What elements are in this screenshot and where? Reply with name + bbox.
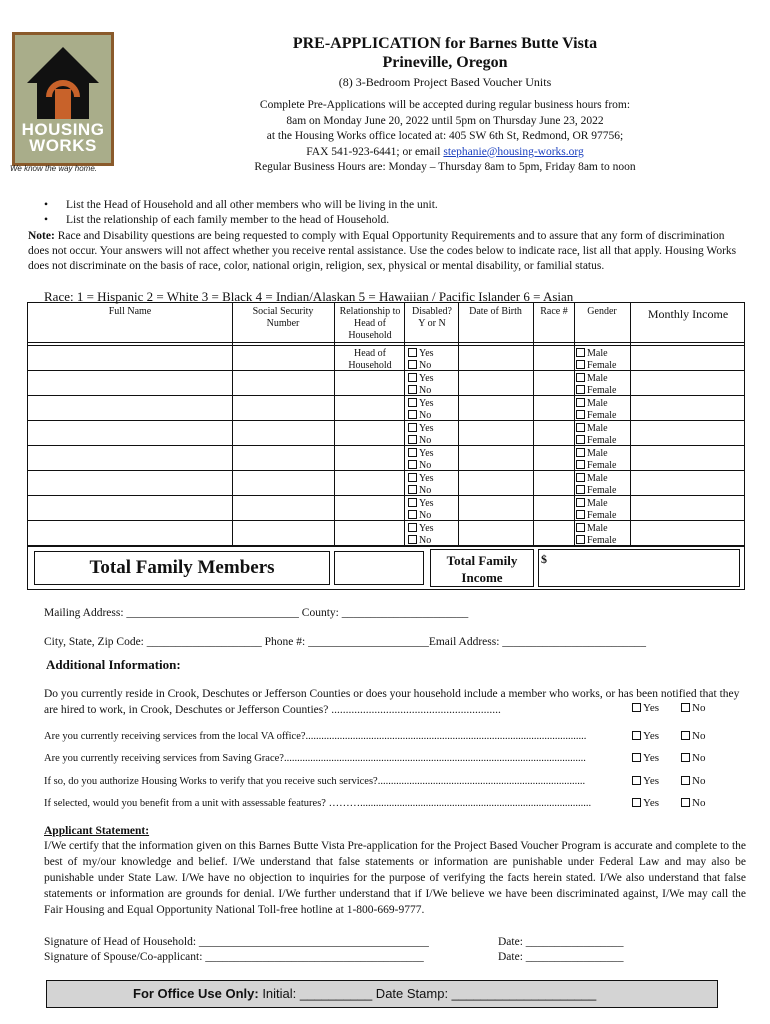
header-ssn: Social Security Number: [252, 306, 314, 329]
va-yes-checkbox[interactable]: Yes: [632, 730, 659, 742]
authorize-no-checkbox[interactable]: No: [681, 775, 705, 787]
saving-grace-no-checkbox[interactable]: No: [681, 752, 705, 764]
additional-info-heading: Additional Information:: [46, 657, 181, 672]
authorize-yes-checkbox[interactable]: Yes: [632, 775, 659, 787]
household-table: [27, 302, 745, 546]
disabled-yes-checkbox[interactable]: Yes: [408, 398, 434, 410]
signature-spouse-line[interactable]: Signature of Spouse/Co-applicant: ______________________________________: [44, 951, 424, 963]
gender-male-checkbox[interactable]: Male: [576, 373, 608, 385]
gender-female-checkbox[interactable]: Female: [576, 435, 616, 447]
office-initial-field: Initial: __________: [258, 986, 373, 1001]
row-divider: [28, 495, 744, 496]
row-divider: [28, 420, 744, 421]
disabled-yes-checkbox[interactable]: Yes: [408, 523, 434, 535]
disabled-no-checkbox[interactable]: No: [408, 360, 431, 372]
document-header: [140, 34, 750, 176]
logo-tagline: We know the way home.: [10, 164, 98, 173]
instructions-block: [140, 98, 750, 176]
disabled-yes-checkbox[interactable]: Yes: [408, 498, 434, 510]
office-date-stamp-field: Date Stamp: ____________________: [372, 986, 597, 1001]
saving-grace-yes-checkbox[interactable]: Yes: [632, 752, 659, 764]
gender-male-checkbox[interactable]: Male: [576, 398, 608, 410]
bullet-item: • List the Head of Household and all other members who will be living in the unit.: [66, 198, 438, 213]
applicant-statement-text: I/We certify that the information given on this Barnes Butte Vista Pre-application for the Project Based Voucher Program is accurate and complete to the best of my/our knowledge and belief. I/We understand that false statements or information are punishable under Federal Law and may also be punishable under State Law. I/We have no objection to inquiries for the purpose of verifying the facts herein stated. I/We also understand that false statements or information are grounds for denial. I/We further understand that if I/We believe we have been discriminated against, I/We may call the Fair Housing and Equal Opportunity National Toll-free hotline at 1-800-669-9777.: [44, 840, 746, 916]
page-location: Prineville, Oregon: [382, 54, 508, 71]
note-paragraph: [28, 229, 744, 274]
header-gender: Gender: [587, 306, 617, 317]
question-saving-grace: Are you currently receiving services from Saving Grace?...................................................................................................................: [44, 753, 586, 764]
housing-works-logo: [12, 32, 114, 166]
disabled-no-checkbox[interactable]: No: [408, 410, 431, 422]
disabled-yes-checkbox[interactable]: Yes: [408, 348, 434, 360]
date-line-1[interactable]: Date: _________________: [498, 936, 624, 948]
gender-female-checkbox[interactable]: Female: [576, 535, 616, 547]
column-divider: [574, 303, 575, 545]
column-divider: [630, 303, 631, 545]
gender-female-checkbox[interactable]: Female: [576, 385, 616, 397]
question-va: Are you currently receiving services from the local VA office?...........................................................................................................: [44, 731, 587, 742]
va-no-checkbox[interactable]: No: [681, 730, 705, 742]
house-icon: [25, 45, 101, 121]
gender-male-checkbox[interactable]: Male: [576, 473, 608, 485]
county-yes-checkbox[interactable]: Yes: [632, 702, 659, 714]
disabled-no-checkbox[interactable]: No: [408, 460, 431, 472]
totals-row: [27, 546, 745, 590]
county-no-checkbox[interactable]: No: [681, 702, 705, 714]
header-dob: Date of Birth: [469, 306, 522, 317]
applicant-statement-heading: Applicant Statement:: [44, 825, 150, 837]
gender-female-checkbox[interactable]: Female: [576, 360, 616, 372]
gender-female-checkbox[interactable]: Female: [576, 460, 616, 472]
disabled-no-checkbox[interactable]: No: [408, 510, 431, 522]
column-divider: [232, 303, 233, 545]
question-authorize: If so, do you authorize Housing Works to verify that you receive such services?...............................................................................: [44, 776, 586, 787]
note-text: Race and Disability questions are being requested to comply with Equal Opportunity Requirements and to assure that any form of discrimination does not occur. Your answers will not affect whether you receive rental assistance. Use the codes below to indicate race, list all that apply. Housing Works does not discriminate on the basis of race, color, national origin, religion, sex, physical or mental disability, or familial status.: [28, 230, 737, 272]
total-family-members-label: Total Family Members: [34, 551, 330, 585]
row-divider: [28, 470, 744, 471]
gender-male-checkbox[interactable]: Male: [576, 523, 608, 535]
disabled-yes-checkbox[interactable]: Yes: [408, 423, 434, 435]
page-title: PRE-APPLICATION for Barnes Butte Vista: [292, 35, 598, 52]
fax-text: FAX 541-923-6441; or email: [306, 145, 444, 158]
gender-male-checkbox[interactable]: Male: [576, 348, 608, 360]
disabled-yes-checkbox[interactable]: Yes: [408, 448, 434, 460]
disabled-yes-checkbox[interactable]: Yes: [408, 373, 434, 385]
bullet-item: • List the relationship of each family member to the head of Household.: [66, 213, 438, 228]
column-divider: [334, 303, 335, 545]
gender-male-checkbox[interactable]: Male: [576, 498, 608, 510]
head-of-household-label: Head of Household: [348, 348, 392, 371]
row-divider: [28, 520, 744, 521]
disabled-no-checkbox[interactable]: No: [408, 535, 431, 547]
instructions-line-5: Regular Business Hours are: Monday – Thursday 8am to 5pm, Friday 8am to noon: [254, 161, 636, 173]
race-codes: Race: 1 = Hispanic 2 = White 3 = Black 4 = Indian/Alaskan 5 = Hawaiian / Pacific Islander 6 = Asian: [44, 289, 574, 304]
gender-female-checkbox[interactable]: Female: [576, 410, 616, 422]
office-use-label: For Office Use Only:: [133, 986, 259, 1001]
gender-male-checkbox[interactable]: Male: [576, 448, 608, 460]
instructions-line-3: at the Housing Works office located at: 405 SW 6th St, Redmond, OR 97756;: [266, 130, 624, 142]
bullet-list: [66, 198, 438, 228]
date-line-2[interactable]: Date: _________________: [498, 951, 624, 963]
city-phone-email-line[interactable]: City, State, Zip Code: ____________________ Phone #: _____________________Email Address: _________________________: [44, 636, 647, 648]
signature-head-line[interactable]: Signature of Head of Household: ________________________________________: [44, 936, 429, 948]
instructions-line-1: Complete Pre-Applications will be accepted during regular business hours from:: [259, 99, 631, 111]
column-divider: [404, 303, 405, 545]
column-divider: [458, 303, 459, 545]
instructions-line-2: 8am on Monday June 20, 2022 until 5pm on Thursday June 23, 2022: [286, 114, 604, 127]
email-link[interactable]: stephanie@housing-works.org: [443, 145, 584, 158]
disabled-no-checkbox[interactable]: No: [408, 385, 431, 397]
total-family-income-label: Total Family Income: [430, 549, 534, 587]
accessible-yes-checkbox[interactable]: Yes: [632, 797, 659, 809]
gender-female-checkbox[interactable]: Female: [576, 485, 616, 497]
gender-male-checkbox[interactable]: Male: [576, 423, 608, 435]
question-accessible: If selected, would you benefit from a unit with assessable features? ………........................................................................................: [44, 798, 592, 809]
gender-female-checkbox[interactable]: Female: [576, 510, 616, 522]
accessible-no-checkbox[interactable]: No: [681, 797, 705, 809]
office-use-box: [46, 980, 718, 1008]
units-subtitle: (8) 3-Bedroom Project Based Voucher Units: [338, 75, 552, 89]
header-race: Race #: [540, 306, 568, 317]
header-full-name: Full Name: [108, 306, 152, 317]
total-family-members-field[interactable]: [334, 551, 424, 585]
row-divider: [28, 345, 744, 346]
mailing-address-line[interactable]: Mailing Address: ______________________________ County: ______________________: [44, 607, 469, 619]
logo-line-1: HOUSING: [21, 120, 105, 139]
instructions-line-4: [140, 145, 750, 161]
total-family-income-field[interactable]: $: [538, 549, 740, 587]
row-divider: [28, 445, 744, 446]
logo-line-2: WORKS: [29, 136, 97, 155]
note-label: Note:: [28, 230, 55, 242]
header-disabled: Disabled? Y or N: [412, 306, 452, 329]
question-county: Do you currently reside in Crook, Deschutes or Jefferson Counties or does your household include a member who works, or has been notified that they are hired to work, in Crook, Deschutes or Jefferson Counties? ...........................................................: [44, 688, 740, 716]
disabled-no-checkbox[interactable]: No: [408, 485, 431, 497]
row-divider: [28, 395, 744, 396]
column-divider: [533, 303, 534, 545]
disabled-yes-checkbox[interactable]: Yes: [408, 473, 434, 485]
header-relationship: Relationship to Head of Household: [339, 306, 401, 341]
row-divider: [28, 342, 744, 343]
disabled-no-checkbox[interactable]: No: [408, 435, 431, 447]
header-monthly-income: Monthly Income: [647, 307, 729, 321]
